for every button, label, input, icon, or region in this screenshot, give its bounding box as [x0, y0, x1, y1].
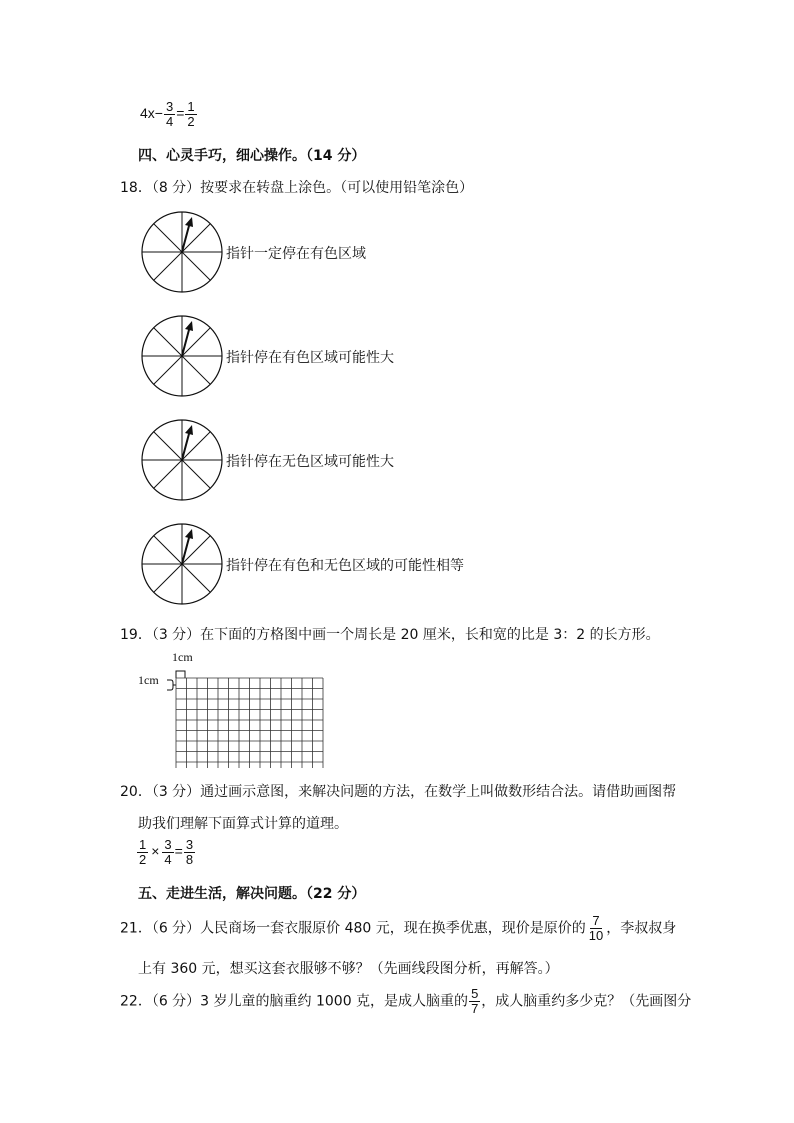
q20-expression — [136, 838, 196, 867]
square-grid-area — [138, 650, 328, 768]
grid-top-label: 1cm — [172, 650, 193, 664]
fraction-seven-tenths: $\frac{7}{10}$ — [588, 913, 604, 943]
section4-title: 四、心灵手巧，细心操作。（14 分） — [138, 148, 366, 164]
spinner-1-label: 指针一定停在有色区域 — [226, 246, 366, 262]
spinner-1[interactable] — [140, 210, 224, 294]
fraction-one-half-q20: $\frac{1}{2}$ — [139, 837, 147, 867]
square-grid[interactable] — [138, 650, 328, 768]
fraction-three-quarters: $\frac{3}{4}$ — [165, 99, 174, 129]
equation-top — [140, 100, 198, 129]
section5-title: 五、走进生活，解决问题。（22 分） — [138, 886, 366, 902]
spinner-2[interactable] — [140, 314, 224, 398]
q20-line1: 20．（3 分）通过画示意图，来解决问题的方法，在数学上叫做数形结合法。请借助画图帮 — [120, 784, 677, 800]
equation-minus: − — [154, 105, 163, 122]
q18-text: 18．（8 分）按要求在转盘上涂色。（可以使用铅笔涂色） — [120, 180, 474, 196]
q21-line1: 21．（6 分）人民商场一套衣服原价 480 元，现在换季优惠，现价是原价的 $\frac{7}{10}$ ，李叔叔身 — [120, 913, 677, 943]
q19-text: 19．（3 分）在下面的方格图中画一个周长是 20 厘米，长和宽的比是 3：2 的长方形。 — [120, 627, 660, 643]
equation-prefix: 4x — [140, 105, 155, 122]
fraction-five-sevenths: $\frac{5}{7}$ — [471, 986, 479, 1016]
spinner-3-label: 指针停在无色区域可能性大 — [226, 454, 394, 470]
spinner-4-label: 指针停在有色和无色区域的可能性相等 — [226, 558, 464, 574]
fraction-one-half: $\frac{1}{2}$ — [187, 99, 195, 129]
spinner-3[interactable] — [140, 418, 224, 502]
equation-equals: = — [176, 105, 185, 122]
q22-line1: 22．（6 分）3 岁儿童的脑重约 1000 克，是成人脑重的 $\frac{5}{7}$ ，成人脑重约多少克？（先画图分 — [120, 986, 692, 1016]
fraction-three-eighths: $\frac{3}{8}$ — [185, 837, 194, 867]
times-sign: × — [151, 843, 160, 860]
grid-side-label: 1cm — [138, 673, 159, 687]
q20-line2: 助我们理解下面算式计算的道理。 — [138, 816, 348, 832]
spinner-2-label: 指针停在有色区域可能性大 — [226, 350, 394, 366]
q21-line2: 上有 360 元，想买这套衣服够不够？（先画线段图分析，再解答。） — [138, 961, 559, 977]
spinner-4[interactable] — [140, 522, 224, 606]
equals-sign: = — [174, 843, 183, 860]
fraction-three-quarters-q20: $\frac{3}{4}$ — [164, 837, 172, 867]
